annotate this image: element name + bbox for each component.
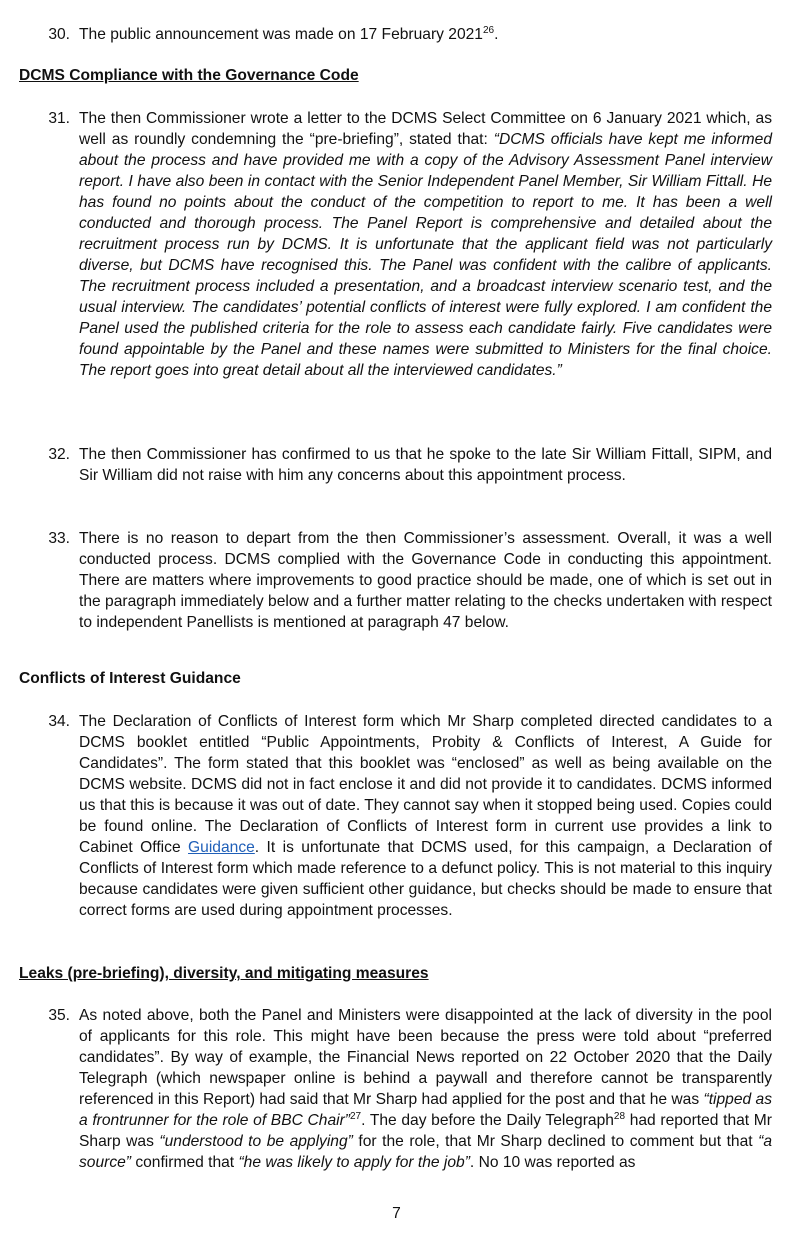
paragraph-text: . The day before the Daily Telegraph <box>361 1112 614 1129</box>
paragraph-text: As noted above, both the Panel and Ministers were disappointed at the lack of diversity in the pool of applicants for this role. This might have been because the press were told about “preferred candidates”. By way of example, the Financial News reported on 22 October 2020 that the Daily Telegraph (which newspaper online is behind a paywall and therefore cannot be transparently referenced in this Report) had said that Mr Sharp had applied for the post and that he was <box>79 1007 772 1108</box>
footnote-ref[interactable]: 26 <box>482 25 495 36</box>
section-heading: Leaks (pre-briefing), diversity, and mitigating measures <box>19 965 429 982</box>
section-heading: Conflicts of Interest Guidance <box>19 670 241 687</box>
paragraph-text: confirmed that <box>131 1154 239 1171</box>
paragraph-number: 35. <box>48 1007 70 1024</box>
paragraph-text: The then Commissioner wrote a letter to the DCMS Select Committee on 6 January 2021 which, as well as roundly condemning the “pre-briefing”, stated that: <box>79 110 772 148</box>
quotation: “tipped as a frontrunner for the role of BBC Chair” <box>79 1091 773 1129</box>
paragraph-number: 30. <box>48 26 70 43</box>
paragraph-text: . No 10 was reported as <box>469 1154 636 1171</box>
quotation: “understood to be applying” <box>159 1133 353 1150</box>
paragraph-number: 31. <box>48 110 70 127</box>
paragraph-text: The Declaration of Conflicts of Interest form which Mr Sharp completed directed candidates to a DCMS booklet entitled “Public Appointments, Probity & Conflicts of Interest, A Guide for Candidates”. The form stated that this booklet was “enclosed” as well as being available on the DCMS website. DCMS did not in fact enclose it and did not provide it to candidates. DCMS informed us that this is because it was out of date. They cannot say when it stopped being used. Copies could be found online. The Declaration of Conflicts of Interest form in current use provides a link to Cabinet Office <box>79 713 772 856</box>
paragraph-30 <box>79 24 772 45</box>
paragraph-34 <box>79 711 772 921</box>
paragraph-end: . <box>494 26 499 43</box>
quotation: “DCMS officials have kept me informed about the process and have provided me with a copy of the Advisory Assessment Panel interview report. I have also been in contact with the Senior Independent Panel Member, Sir William Fittall. He has found no points about the conduct of the competition to report to me. It has been a well conducted and thorough process. The Panel Report is comprehensive and detailed about the recruitment process run by DCMS. It is unfortunate that the applicant field was not particularly diverse, but DCMS have recognised this. The Panel was confident with the calibre of applicants. The recruitment process included a presentation, and a broadcast interview scenario test, and the usual interview. The candidates’ potential conflicts of interest were fully explored. I am confident the Panel used the published criteria for the role to assess each candidate fairly. Five candidates were found appointable by the Panel and these names were submitted to Ministers for the final choice. The report goes into great detail about all the interviewed candidates.” <box>79 131 773 379</box>
paragraph-number: 34. <box>48 713 70 730</box>
paragraph-text: for the role, that Mr Sharp declined to comment but that <box>352 1133 759 1150</box>
paragraph-31 <box>79 108 772 381</box>
paragraph-number: 33. <box>48 530 70 547</box>
paragraph-32: The then Commissioner has confirmed to us that he spoke to the late Sir William Fittall, SIPM, and Sir William did not raise with him any concerns about this appointment process. <box>79 446 772 484</box>
guidance-link[interactable]: Guidance <box>188 839 255 856</box>
paragraph-35 <box>79 1005 772 1173</box>
footnote-ref[interactable]: 28 <box>613 1111 626 1122</box>
quotation: “he was likely to apply for the job” <box>238 1154 470 1171</box>
quotation: “a source” <box>79 1133 772 1171</box>
paragraph-number: 32. <box>48 446 70 463</box>
page-number: 7 <box>392 1205 401 1222</box>
paragraph-text: had reported that Mr Sharp was <box>79 1112 772 1150</box>
paragraph-text: The public announcement was made on 17 February 2021 <box>79 26 483 43</box>
footnote-ref[interactable]: 27 <box>350 1111 362 1122</box>
paragraph-text: . It is unfortunate that DCMS used, for this campaign, a Declaration of Conflicts of Interest form which made reference to a defunct policy. This is not material to this inquiry because candidates were given sufficient other guidance, but checks should be made to ensure that correct forms are used during appointment processes. <box>79 839 772 919</box>
section-heading: DCMS Compliance with the Governance Code <box>19 67 359 84</box>
paragraph-33: There is no reason to depart from the then Commissioner’s assessment. Overall, it was a well conducted process. DCMS complied with the Governance Code in conducting this appointment. There are matters where improvements to good practice should be made, one of which is set out in the paragraph immediately below and a further matter relating to the checks undertaken with respect to independent Panellists is mentioned at paragraph 47 below. <box>79 530 772 631</box>
